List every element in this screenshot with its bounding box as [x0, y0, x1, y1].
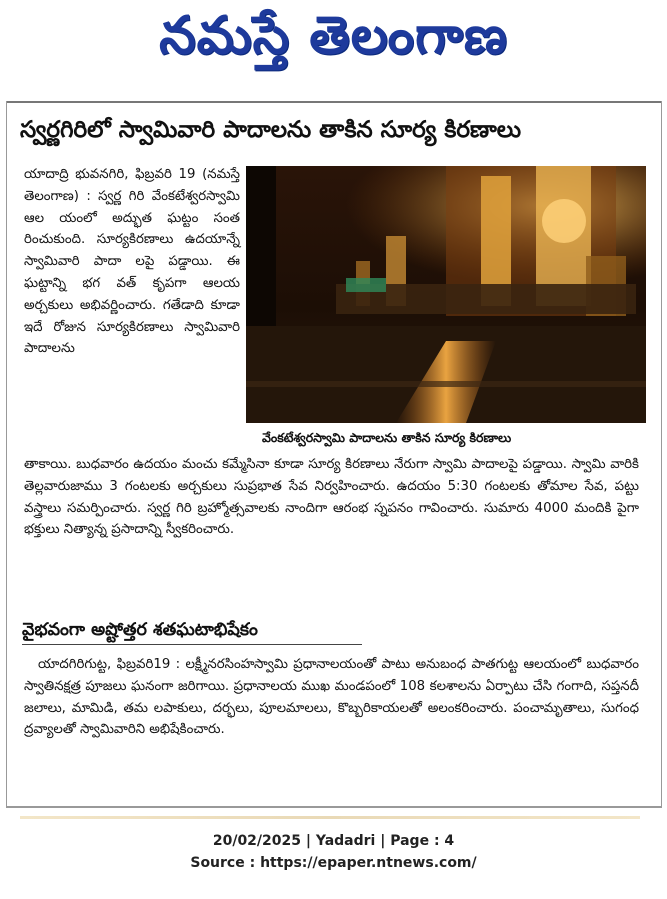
- subheading-underline: [22, 644, 362, 645]
- bottom-rule: [6, 806, 662, 808]
- article2-text: యాదగిరిగుట్ట, ఫిబ్రవరి19 : లక్ష్మీనరసింహస్వామి ప్రధానాలయంతో పాటు అనుబంధ పాతగుట్ట ఆలయంలో బుధవారం స్వాతినక్షత్ర పూజలు ఘనంగా జరిగాయి. ప్రధానాలయ ముఖ మండపంలో 108 కలశాలను ఏర్పాటు చేసి గంగాది, సప్తనదీ జలాలు, మామిడి, తమ లపాకులు, దర్భలు, పూలమాలలు, కొబ్బరికాయలతో అలంకరించారు. పంచామృతాలు, సుగంధ ద్రవ్యాలతో స్వామివారిని అభిషేకించారు.: [24, 657, 639, 738]
- photo-caption: వేంకటేశ్వరస్వామి పాదాలను తాకిన సూర్య కిరణాలు: [262, 430, 512, 445]
- article-headline: స్వర్ణగిరిలో స్వామివారి పాదాలను తాకిన సూర్య కిరణాలు: [20, 117, 522, 143]
- article2-body: [24, 654, 639, 741]
- left-rule: [6, 101, 7, 807]
- masthead-title: నమస్తే తెలంగాణ: [159, 6, 508, 66]
- page-footer: [0, 830, 667, 874]
- temple-photo-illustration: [246, 166, 646, 423]
- footer-source-link[interactable]: Source : https://epaper.ntnews.com/: [190, 855, 477, 871]
- temple-photo: [246, 166, 646, 423]
- article-continuation: [24, 454, 639, 541]
- article-lead-paragraph: యాదాద్రి భువనగిరి, ఫిబ్రవరి 19 (నమస్తే తెలంగాణ) : స్వర్ణ గిరి వేంకటేశ్వరస్వామి ఆల యంలో అద్భుత ఘట్టం సంత రించుకుంది. సూర్యకిరణాలు ఉదయాన్నే స్వామివారి పాదా లపై పడ్డాయి. ఈ ఘట్టాన్ని భగ వత్ కృపగా ఆలయ అర్చకులు అభివర్ణించారు. గతేడాది కూడా ఇదే రోజున సూర్యకిరణాలు స్వామివారి పాదాలను: [24, 167, 240, 357]
- right-rule: [661, 101, 662, 807]
- masthead: [0, 0, 667, 92]
- article-left-column: [24, 164, 240, 360]
- top-rule: [6, 101, 662, 103]
- article-continuation-text: తాకాయి. బుధవారం ఉదయం మంచు కమ్మేసినా కూడా సూర్య కిరణాలు నేరుగా స్వామి పాదాలపై పడ్డాయి. స్వామి వారికి తెల్లవారుజాము 3 గంటలకు అర్చకులు సుప్రభాత సేవ నిర్వహించారు. ఉదయం 5:30 గంటలకు తోమాల సేవ, పట్టు వస్త్రాలు సమర్పించారు. స్వర్ణ గిరి బ్రహ్మోత్సవాలకు నాందిగా ఆరంభ స్నపనం గావించారు. సుమారు 4000 మందికి పైగా భక్తులు నిత్యాన్న ప్రసాదాన్ని స్వీకరించారు.: [24, 457, 639, 538]
- footer-date-page: 20/02/2025 | Yadadri | Page : 4: [212, 833, 455, 849]
- article2-subheading: వైభవంగా అష్టోత్తర శతఘటాభిషేకం: [22, 620, 258, 640]
- clipping-edge: [20, 816, 640, 819]
